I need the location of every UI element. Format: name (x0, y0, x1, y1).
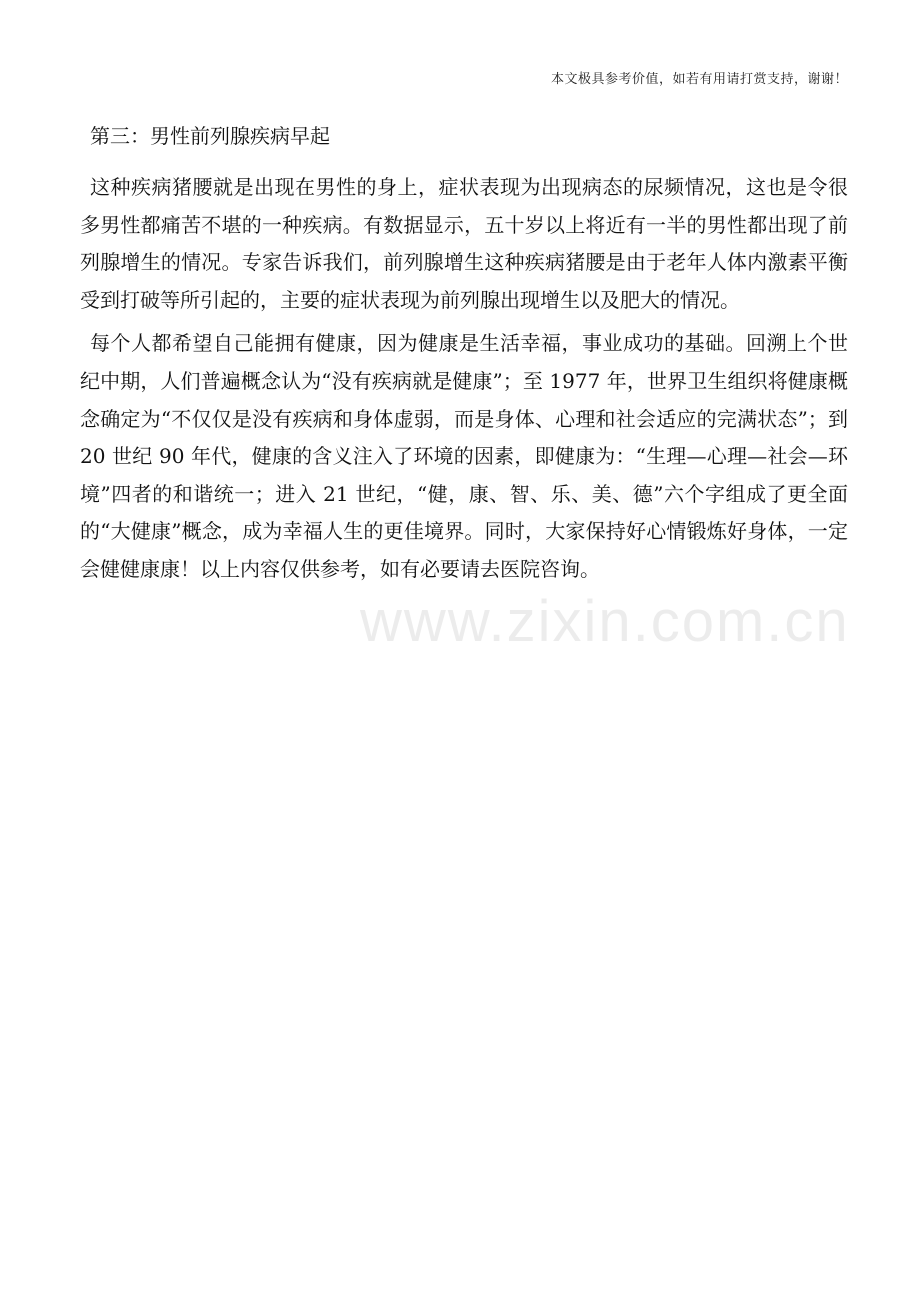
watermark: www.zixin.com.cn (360, 589, 850, 654)
paragraph-prostate: 这种疾病猪腰就是出现在男性的身上，症状表现为出现病态的尿频情况，这也是令很多男性都痛苦不堪的一种疾病。有数据显示，五十岁以上将近有一半的男性都出现了前列腺增生的情况。专家告诉我们，前列腺增生这种疾病猪腰是由于老年人体内激素平衡受到打破等所引起的，主要的症状表现为前列腺出现增生以及肥大的情况。 (80, 175, 848, 312)
paragraph-health-concept: 每个人都希望自己能拥有健康，因为健康是生活幸福，事业成功的基础。回溯上个世纪中期，人们普遍概念认为“没有疾病就是健康”；至 1977 年，世界卫生组织将健康概念确定为“不仅仅是没有疾病和身体虚弱，而是身体、心理和社会适应的完满状态”；到 20 世纪 90 年代，健康的含义注入了环境的因素，即健康为：“生理—心理—社会—环境”四者的和谐统一；进入 21 世纪，“健，康、智、乐、美、德”六个字组成了更全面的“大健康”概念，成为幸福人生的更佳境界。同时，大家保持好心情锻炼好身体，一定会健健康康！以上内容仅供参考，如有必要请去医院咨询。 (80, 331, 848, 581)
document-body (80, 117, 848, 589)
header-note: 本文极具参考价值，如若有用请打赏支持，谢谢！ (550, 72, 848, 87)
section-heading: 第三：男性前列腺疾病早起 (90, 124, 330, 148)
